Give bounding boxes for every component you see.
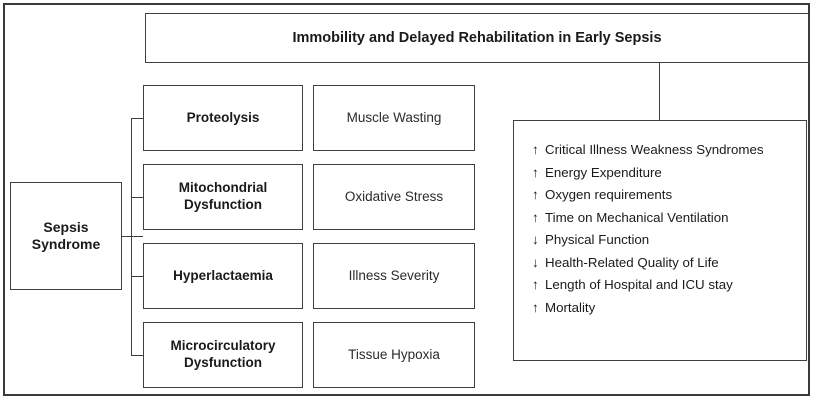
effect-text-8: Mortality bbox=[545, 299, 596, 315]
bracket-arm-1 bbox=[131, 118, 143, 119]
diagram-title-box bbox=[145, 13, 809, 63]
sepsis-syndrome-box bbox=[10, 182, 122, 290]
connector-stage-to-bracket bbox=[122, 236, 143, 237]
arrow-up-icon: ↑ bbox=[532, 187, 539, 203]
effect-text-3: Oxygen requirements bbox=[545, 187, 673, 203]
effect-text-4: Time on Mechanical Ventilation bbox=[545, 209, 729, 225]
outcome-box-illness-severity bbox=[313, 243, 475, 309]
mechanism-label-3: Hyperlactaemia bbox=[173, 267, 273, 283]
mechanism-label-4 bbox=[170, 338, 275, 372]
mechanism-label-2-line1: Mitochondrial bbox=[178, 180, 268, 196]
sepsis-syndrome-label-line1: Sepsis bbox=[43, 218, 89, 235]
outcome-label-1: Muscle Wasting bbox=[346, 109, 442, 125]
mechanism-label-1: Proteolysis bbox=[186, 109, 260, 125]
list-item bbox=[532, 276, 806, 294]
effect-text-5: Physical Function bbox=[545, 232, 650, 248]
mechanism-box-hyperlactaemia bbox=[143, 243, 303, 309]
list-item bbox=[532, 186, 806, 204]
effects-list bbox=[532, 141, 806, 316]
sepsis-syndrome-label bbox=[32, 219, 100, 254]
mechanism-box-microcirculatory-dysfunction bbox=[143, 322, 303, 388]
mechanism-box-proteolysis bbox=[143, 85, 303, 151]
list-item bbox=[532, 141, 806, 159]
outcome-label-2: Oxidative Stress bbox=[344, 188, 444, 204]
sepsis-syndrome-label-line2: Syndrome bbox=[31, 236, 101, 252]
mechanism-label-4-line2: Dysfunction bbox=[183, 355, 262, 370]
arrow-up-icon: ↑ bbox=[532, 277, 539, 293]
arrow-up-icon: ↑ bbox=[532, 142, 539, 157]
outcome-label-3: Illness Severity bbox=[348, 267, 440, 283]
outcome-box-muscle-wasting bbox=[313, 85, 475, 151]
effect-text-1: Critical Illness Weakness Syndromes bbox=[545, 142, 764, 157]
mechanism-box-mitochondrial-dysfunction bbox=[143, 164, 303, 230]
bracket-arm-2 bbox=[131, 197, 143, 198]
list-item bbox=[532, 254, 806, 272]
list-item bbox=[532, 164, 806, 182]
outcome-box-tissue-hypoxia bbox=[313, 322, 475, 388]
effects-box bbox=[513, 120, 807, 361]
list-item bbox=[532, 299, 806, 317]
diagram-title-text: Immobility and Delayed Rehabilitation in Early Sepsis bbox=[292, 29, 662, 46]
effect-text-6: Health-Related Quality of Life bbox=[545, 254, 719, 270]
outcome-box-oxidative-stress bbox=[313, 164, 475, 230]
bracket-arm-4 bbox=[131, 355, 143, 356]
outcome-label-4: Tissue Hypoxia bbox=[348, 346, 440, 362]
connector-title-to-effects-vertical bbox=[659, 63, 660, 120]
mechanism-label-4-line1: Microcirculatory bbox=[170, 338, 276, 354]
arrow-up-icon: ↑ bbox=[532, 299, 539, 315]
effect-text-7: Length of Hospital and ICU stay bbox=[545, 277, 733, 293]
arrow-up-icon: ↑ bbox=[532, 164, 539, 180]
mechanism-label-2-line2: Dysfunction bbox=[183, 197, 262, 212]
mechanism-label-2 bbox=[179, 180, 268, 214]
list-item bbox=[532, 209, 806, 227]
list-item bbox=[532, 231, 806, 249]
bracket-spine bbox=[131, 118, 132, 355]
bracket-arm-3 bbox=[131, 276, 143, 277]
effect-text-2: Energy Expenditure bbox=[545, 164, 662, 180]
arrow-down-icon: ↓ bbox=[532, 232, 539, 248]
arrow-down-icon: ↓ bbox=[532, 254, 539, 270]
arrow-up-icon: ↑ bbox=[532, 209, 539, 225]
